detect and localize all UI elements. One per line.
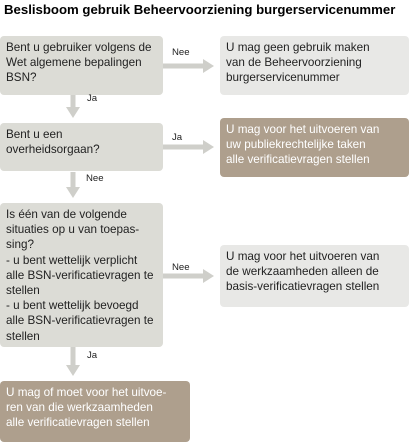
arrowhead-q1-right xyxy=(203,59,214,73)
edge-label-q1-down: Ja xyxy=(87,93,98,104)
edge-label-q3-right: Nee xyxy=(172,262,190,273)
edge-label-q1-right: Nee xyxy=(172,47,190,58)
arrowhead-q3-down xyxy=(66,365,80,376)
question-box-3: Is één van de volgende situaties op u van toepas- sing? - u bent wettelijk verplicht alle BSN-verificatievragen te stellen - u bent wettelijk bevoegd alle BSN-verificatievragen te stellen xyxy=(0,203,163,347)
answer-box-basic-verification: U mag voor het uitvoeren van de werkzaamheden alleen de basis-verificatievragen stellen xyxy=(220,245,409,307)
question-box-2: Bent u een overheidsorgaan? xyxy=(0,123,163,171)
arrowhead-q1-down xyxy=(66,107,80,118)
answer-box-all-verification: U mag of moet voor het uitvoe- ren van die werkzaamheden alle verificatievragen stellen xyxy=(0,381,190,442)
arrowhead-q3-right xyxy=(203,269,214,283)
arrowhead-q2-down xyxy=(66,187,80,198)
edge-label-q2-right: Ja xyxy=(172,132,183,143)
edge-label-q3-down: Ja xyxy=(87,350,98,361)
answer-box-public-tasks: U mag voor het uitvoeren van uw publiekrechtelijke taken alle verificatievragen stellen xyxy=(220,118,409,177)
edge-label-q2-down: Nee xyxy=(86,173,104,184)
diagram-title: Beslisboom gebruik Beheervoorziening burgerservicenummer xyxy=(4,2,396,17)
arrowhead-q2-right xyxy=(203,140,214,154)
question-box-1: Bent u gebruiker volgens de Wet algemene bepalingen BSN? xyxy=(0,36,163,95)
answer-box-no-usage: U mag geen gebruik maken van de Beheervoorziening burgerservicenummer xyxy=(220,36,409,95)
